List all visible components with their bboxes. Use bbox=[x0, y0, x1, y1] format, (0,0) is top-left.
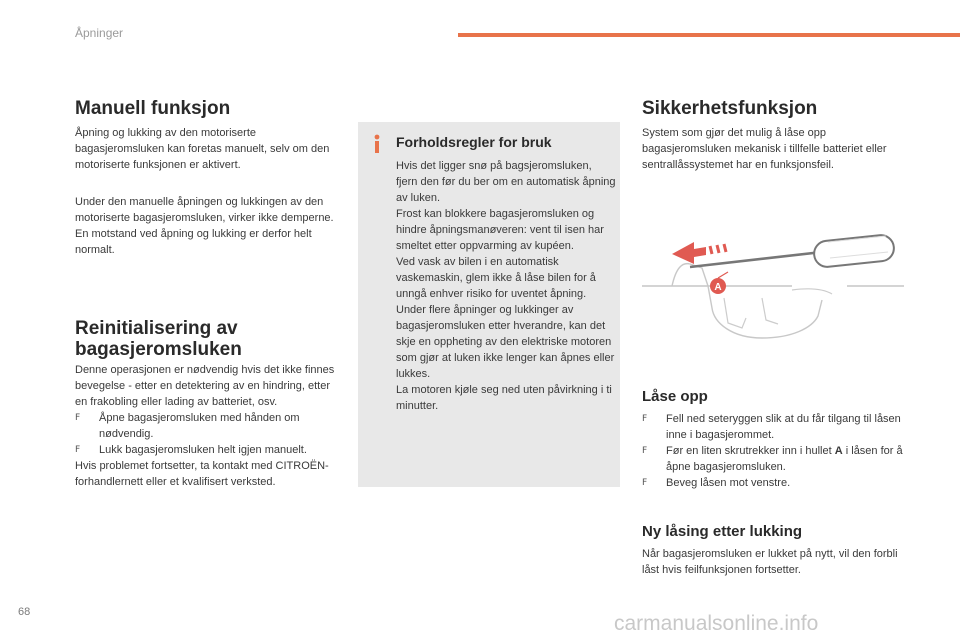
precaution-line: La motoren kjøle seg ned uten påvirkning i ti minutter. bbox=[396, 384, 612, 412]
precaution-line: Under flere åpninger og lukkinger av bagasjeromsluken etter hverandre, kan det skje en oppheting av den elektriske motoren som gjør at luken ikke lenger kan åpnes eller lukkes. bbox=[396, 304, 615, 380]
list-item: F Fell ned seteryggen slik at du får tilgang til låsen inne i bagasjerommet. bbox=[642, 413, 901, 441]
precaution-line: Frost kan blokkere bagasjeromsluken og hindre åpningsmanøveren: vent til isen har smeltet etter oppvarming av kupéen. bbox=[396, 208, 604, 252]
safety-paragraph: System som gjør det mulig å låse opp bagasjeromsluken mekanisk i tillfelle batteriet eller sentrallåssystemet har en funksjonsfeil. bbox=[642, 127, 887, 171]
unlock-list bbox=[642, 411, 910, 491]
precaution-line: Hvis det ligger snø på bagsjeromsluken, fjern den før du ber om en automatisk åpning av luken. bbox=[396, 160, 616, 204]
bullet-icon: F bbox=[75, 413, 81, 423]
list-item: F Lukk bagasjeromsluken helt igjen manuelt. bbox=[75, 444, 307, 456]
precautions-text bbox=[396, 158, 616, 414]
page-number: 68 bbox=[18, 606, 31, 618]
watermark: carmanualsonline.info bbox=[614, 612, 819, 635]
manual-paragraph-2: Under den manuelle åpningen og lukkingen av den motoriserte bagasjeromsluken, virker ikke demperne. En motstand ved åpning og lukking er derfor helt normalt. bbox=[75, 196, 334, 256]
precaution-line: Ved vask av bilen i en automatisk vaskemaskin, glem ikke å låse bilen for å unngå enhver risiko for uventet åpning. bbox=[396, 256, 596, 300]
reinit-body bbox=[75, 362, 337, 490]
reinit-title-line1: Reinitialisering av bbox=[75, 318, 238, 339]
bullet-icon: F bbox=[642, 414, 648, 424]
list-item: F Beveg låsen mot venstre. bbox=[642, 477, 791, 489]
relock-paragraph: Når bagasjeromsluken er lukket på nytt, vil den forbli låst hvis feilfunksjonen fortsetter. bbox=[642, 548, 898, 576]
unlock-title: Låse opp bbox=[642, 388, 708, 405]
callout-label-a: A bbox=[714, 282, 722, 293]
list-item: F Åpne bagasjeromsluken med hånden om nødvendig. bbox=[75, 412, 300, 440]
precautions-title: Forholdsregler for bruk bbox=[396, 134, 552, 150]
list-item: F Før en liten skrutrekker inn i hullet A i låsen for å åpne bagasjeromsluken. bbox=[642, 445, 903, 473]
bullet-icon: F bbox=[75, 445, 81, 455]
section-title: Åpninger bbox=[75, 26, 124, 40]
bullet-icon: F bbox=[642, 446, 648, 456]
manual-paragraph-1: Åpning og lukking av den motoriserte bagasjeromsluken kan foretas manuelt, selv om den motoriserte funksjonen er aktivert. bbox=[75, 127, 330, 171]
manual-title: Manuell funksjon bbox=[75, 98, 231, 119]
lock-illustration bbox=[642, 228, 904, 356]
bullet-icon: F bbox=[642, 478, 648, 488]
reinit-list bbox=[75, 410, 337, 458]
reinit-title bbox=[75, 318, 337, 360]
relock-title: Ny låsing etter lukking bbox=[642, 523, 803, 540]
reinit-paragraph-1: Denne operasjonen er nødvendig hvis det ikke finnes bevegelse - etter en detektering av en hindring, etter en frakobling eller lading av batteriet, osv. bbox=[75, 364, 335, 408]
info-icon bbox=[369, 134, 385, 154]
header-accent-bar bbox=[458, 33, 960, 37]
reinit-title-line2: bagasjeromsluken bbox=[75, 339, 242, 360]
safety-title: Sikkerhetsfunksjon bbox=[642, 98, 818, 119]
reinit-paragraph-2: Hvis problemet fortsetter, ta kontakt med CITROËN-forhandlernett eller et kvalifisert verksted. bbox=[75, 460, 329, 488]
